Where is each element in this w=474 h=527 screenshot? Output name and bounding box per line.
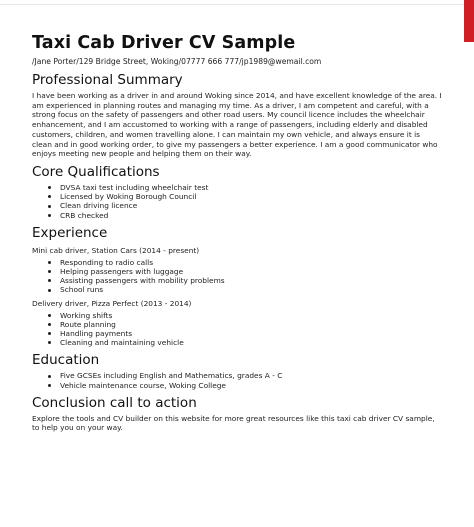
- summary-heading: Professional Summary: [32, 72, 183, 88]
- job-2-duties: [32, 311, 442, 348]
- job-title-2: Delivery driver, Pizza Perfect (2013 - 2014): [32, 298, 192, 308]
- list-item: Assisting passengers with mobility problems: [48, 276, 442, 285]
- list-item: Route planning: [48, 320, 442, 329]
- cv-content: [32, 32, 442, 433]
- page-title: Taxi Cab Driver CV Sample: [32, 33, 296, 53]
- contact-line: /Jane Porter/129 Bridge Street, Woking/07777 666 777/jp1989@wemail.com: [32, 57, 322, 66]
- list-item: Cleaning and maintaining vehicle: [48, 338, 442, 347]
- conclusion-heading: Conclusion call to action: [32, 394, 197, 411]
- list-item: Vehicle maintenance course, Woking College: [48, 381, 442, 390]
- qualifications-list: [32, 183, 442, 220]
- list-item: Handling payments: [48, 329, 442, 338]
- conclusion-text: Explore the tools and CV builder on this website for more great resources like this taxi cab driver CV sample, to help you on your way.: [32, 413, 435, 433]
- experience-heading: Experience: [32, 224, 108, 241]
- list-item: CRB checked: [48, 211, 442, 220]
- top-divider: [0, 4, 474, 5]
- list-item: Five GCSEs including English and Mathematics, grades A - C: [48, 371, 442, 380]
- education-list: [32, 371, 442, 389]
- list-item: Responding to radio calls: [48, 258, 442, 267]
- list-item: Licensed by Woking Borough Council: [48, 192, 442, 201]
- qualifications-heading: Core Qualifications: [32, 163, 160, 180]
- list-item: Clean driving licence: [48, 201, 442, 210]
- list-item: DVSA taxi test including wheelchair test: [48, 183, 442, 192]
- list-item: School runs: [48, 285, 442, 294]
- job-1-duties: [32, 258, 442, 295]
- education-heading: Education: [32, 352, 100, 369]
- summary-text: I have been working as a driver in and around Woking since 2014, and have excellent knowledge of the area. I am experienced in planning routes and managing my time. As a driver, I am competent and careful, with a strong focus on the safety of passengers and other road users. My council licence includes the wheelchair enhancement, and I am accustomed to working with a range of passengers, including elderly and disabled customers, children, and women travelling alone. I can maintain my own vehicle, and always ensure it is clean and in good working order, to give my passengers a better experience. I am a good communicator who enjoys meeting new people and helping them on their way.: [32, 91, 442, 159]
- list-item: Working shifts: [48, 311, 442, 320]
- list-item: Helping passengers with luggage: [48, 267, 442, 276]
- accent-corner-bar: [464, 0, 474, 42]
- job-title-1: Mini cab driver, Station Cars (2014 - present): [32, 245, 200, 255]
